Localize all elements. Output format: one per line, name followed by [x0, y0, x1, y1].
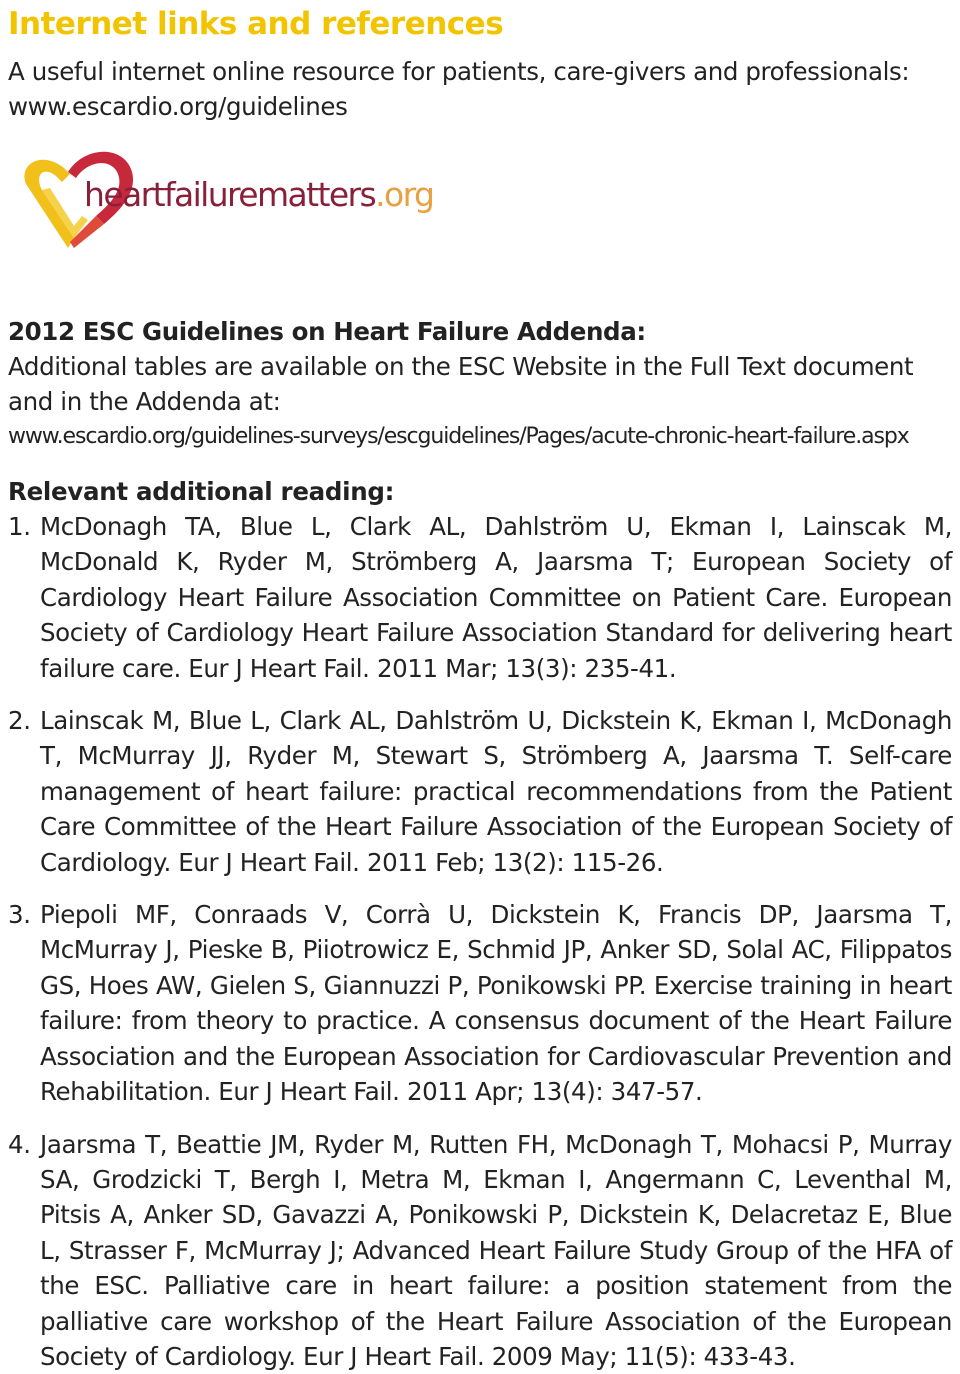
- logo-wordmark: [84, 175, 433, 214]
- reference-item-2: [8, 703, 952, 880]
- reference-number: 2.: [8, 703, 40, 880]
- reference-list: [8, 509, 952, 1374]
- guidelines-link[interactable]: www.escardio.org/guidelines: [8, 89, 952, 124]
- reference-text: McDonagh TA, Blue L, Clark AL, Dahlström U, Ekman I, Lainscak M, McDonald K, Ryder M, Strömberg A, Jaarsma T; European Society of Cardiology Heart Failure Association Committee on Patient Care. European Society of Cardiology Heart Failure Association Standard for delivering heart failure care. Eur J Heart Fail. 2011 Mar; 13(3): 235-41.: [40, 509, 952, 686]
- reference-text: Jaarsma T, Beattie JM, Ryder M, Rutten FH, McDonagh T, Mohacsi P, Murray SA, Grodzicki T, Bergh I, Metra M, Ekman I, Angermann C, Leventhal M, Pitsis A, Anker SD, Gavazzi A, Ponikowski P, Dickstein K, Delacretaz E, Blue L, Strasser F, McMurray J; Advanced Heart Failure Study Group of the HFA of the ESC. Palliative care in heart failure: a position statement from the palliative care workshop of the Heart Failure Association of the European Society of Cardiology. Eur J Heart Fail. 2009 May; 11(5): 433-43.: [40, 1127, 952, 1374]
- addenda-section: [8, 314, 952, 454]
- logo-tld: .org: [375, 175, 433, 214]
- reference-item-3: [8, 897, 952, 1109]
- addenda-text: Additional tables are available on the ESC Website in the Full Text document and in the Addenda at:: [8, 349, 952, 419]
- section-title: Internet links and references: [8, 4, 952, 44]
- reference-text: Piepoli MF, Conraads V, Corrà U, Dickstein K, Francis DP, Jaarsma T, McMurray J, Pieske B, Piiotrowicz E, Schmid JP, Anker SD, Solal AC, Filippatos GS, Hoes AW, Gielen S, Giannuzzi P, Ponikowski PP. Exercise training in heart failure: from theory to practice. A consensus document of the Heart Failure Association and the European Association for Cardiovascular Prevention and Rehabilitation. Eur J Heart Fail. 2011 Apr; 13(4): 347-57.: [40, 897, 952, 1109]
- heartfailurematters-logo[interactable]: [12, 138, 952, 258]
- reference-number: 3.: [8, 897, 40, 1109]
- logo-name: heartfailurematters: [84, 175, 375, 214]
- reference-item-1: [8, 509, 952, 686]
- intro-text: A useful internet online resource for patients, care-givers and professionals:: [8, 54, 952, 89]
- reference-text: Lainscak M, Blue L, Clark AL, Dahlström U, Dickstein K, Ekman I, McDonagh T, McMurray JJ, Ryder M, Stewart S, Strömberg A, Jaarsma T. Self-care management of heart failure: practical recommendations from the Patient Care Committee of the Heart Failure Association of the European Society of Cardiology. Eur J Heart Fail. 2011 Feb; 13(2): 115-26.: [40, 703, 952, 880]
- reference-number: 1.: [8, 509, 40, 686]
- addenda-title: 2012 ESC Guidelines on Heart Failure Addenda:: [8, 314, 952, 349]
- intro-paragraph: [8, 54, 952, 124]
- addenda-link[interactable]: www.escardio.org/guidelines-surveys/escguidelines/Pages/acute-chronic-heart-failure.aspx: [8, 419, 952, 454]
- reference-item-4: [8, 1127, 952, 1374]
- reading-title: Relevant additional reading:: [8, 474, 952, 509]
- reference-number: 4.: [8, 1127, 40, 1374]
- document-page: [0, 4, 960, 1364]
